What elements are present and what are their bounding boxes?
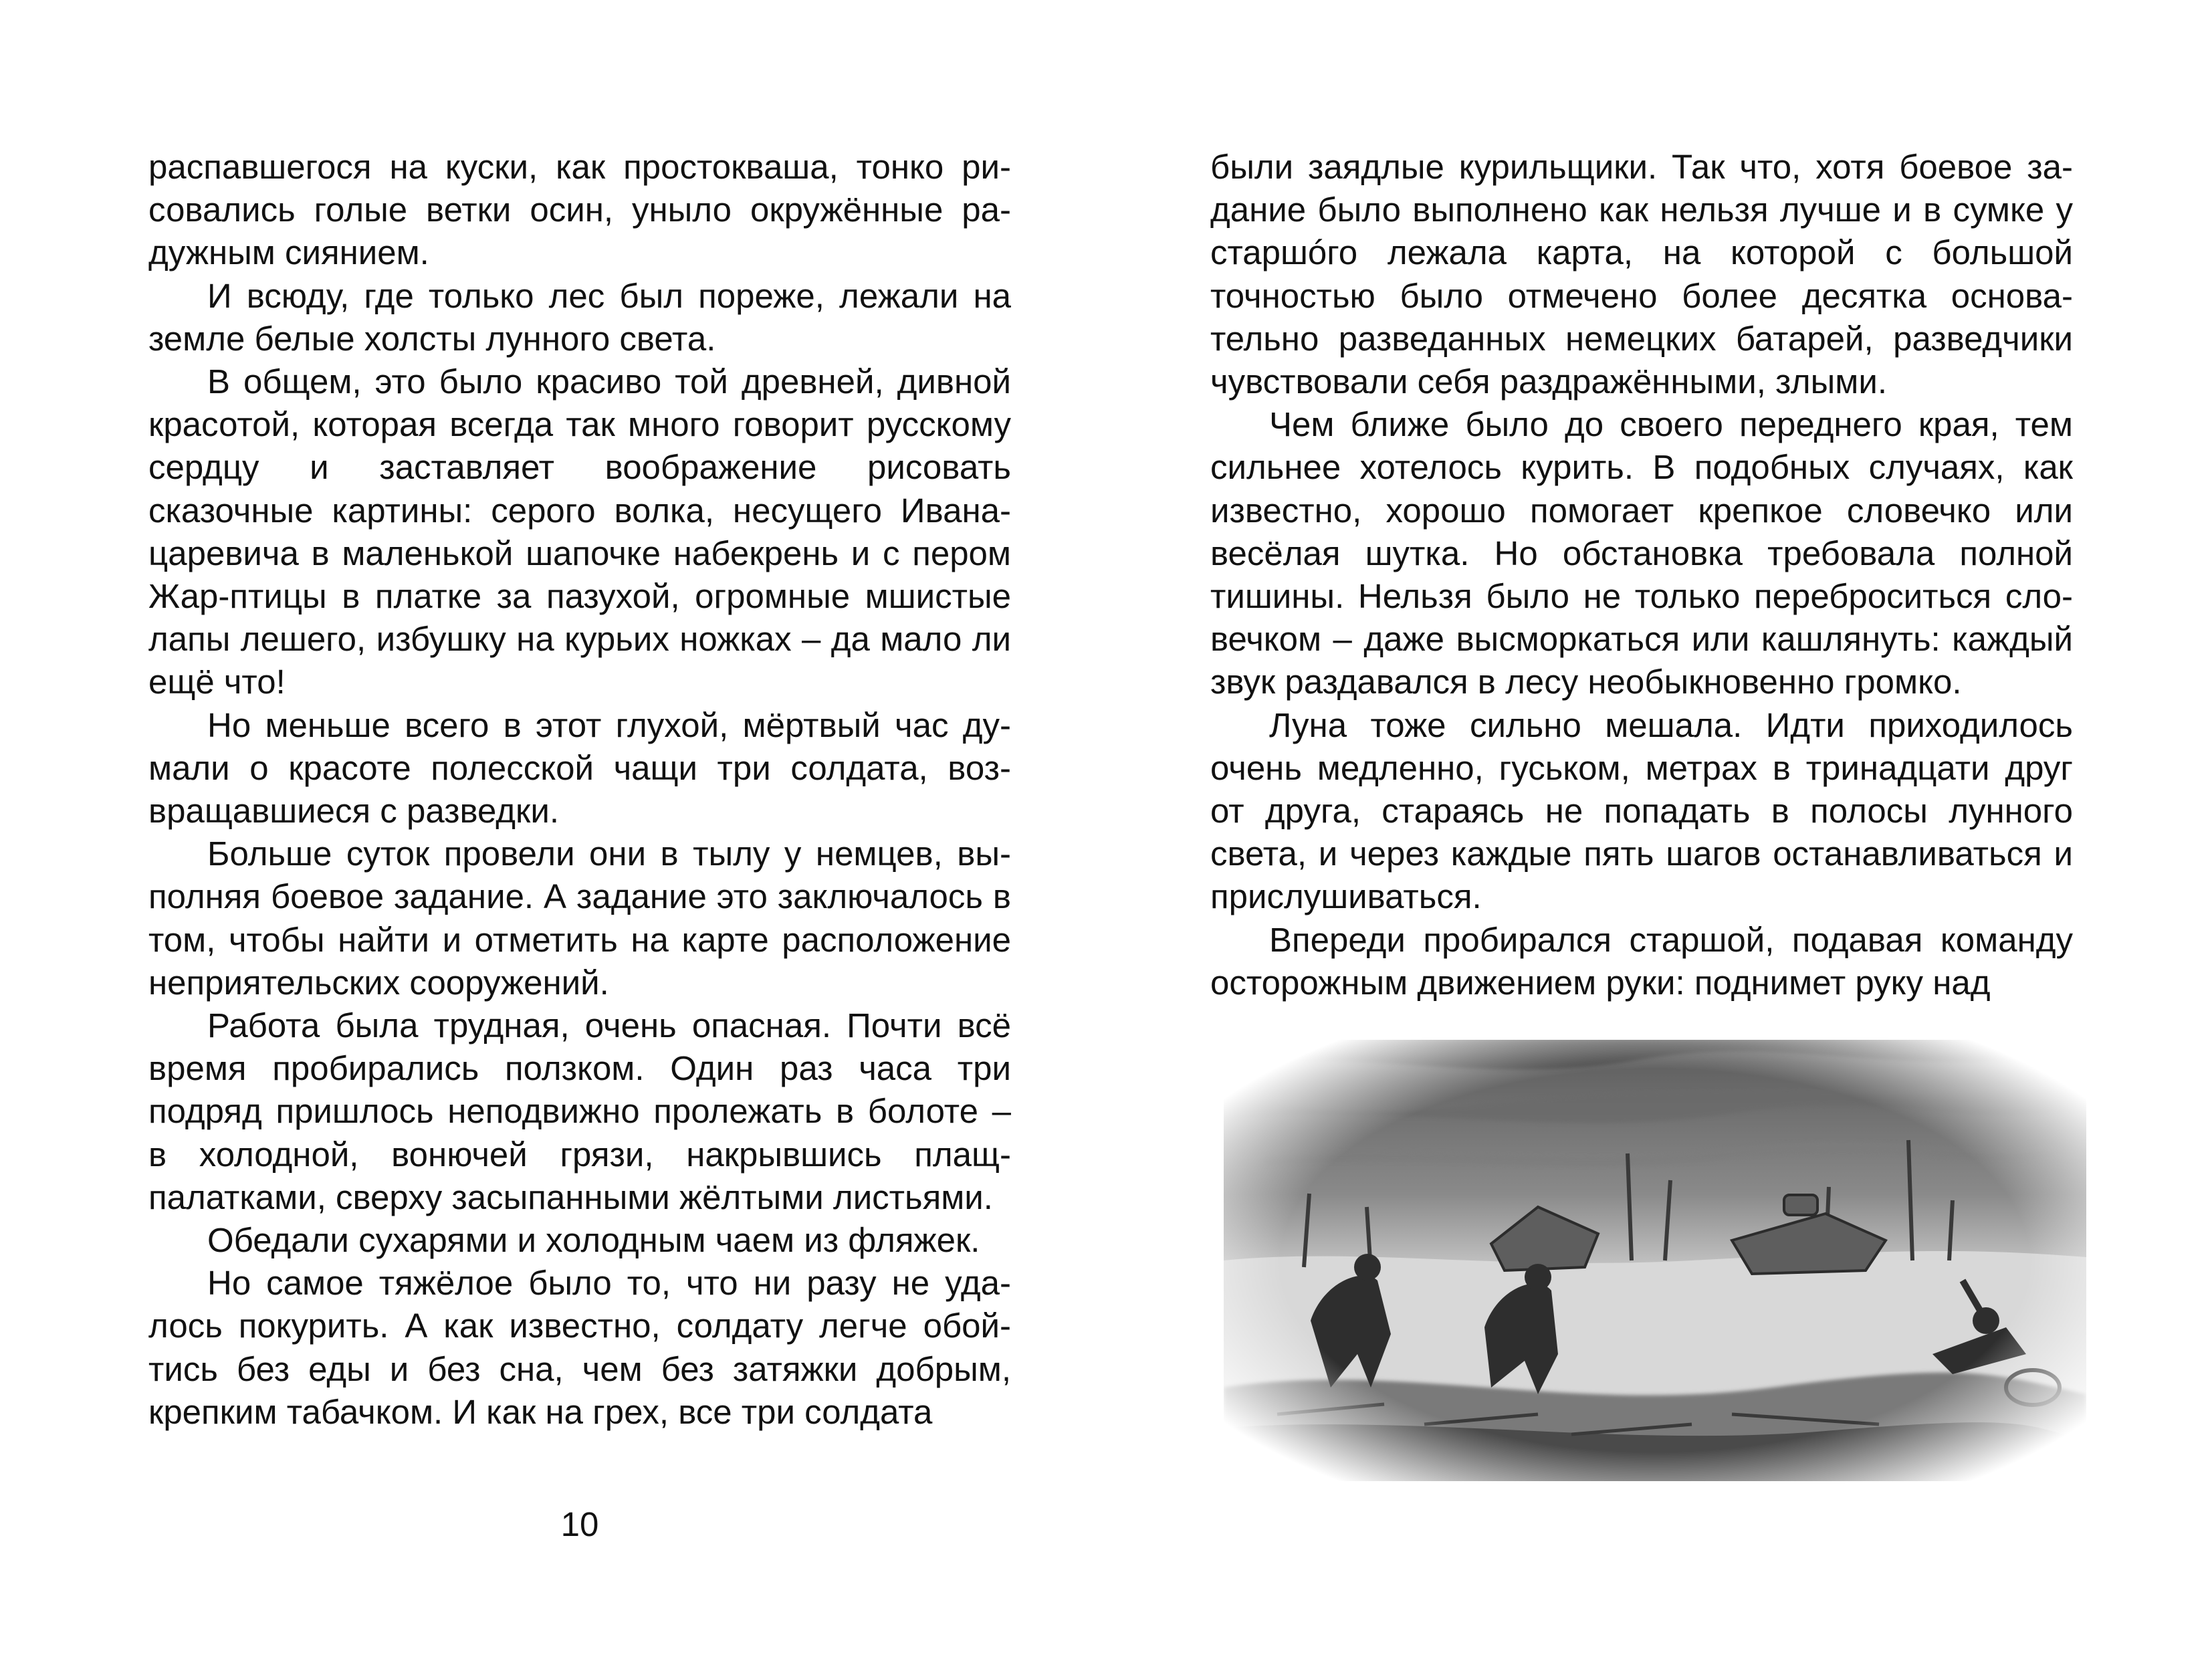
paragraph: распавшегося на куски, как простокваша, тонко рисовались голые ветки осин, уныло окружённые радужным сиянием. — [148, 148, 1011, 272]
paragraph: Больше суток провели они в тылу у немцев, выполняя боевое задание. А задание это заключалось в том, чтобы найти и отметить на карте расположение неприятельских сооружений. — [148, 835, 1011, 1002]
paragraph: Луна тоже сильно мешала. Идти приходилось очень медленно, гуськом, метрах в тринадцати друг от друга, стараясь не попадать в полосы лунного света, и через каждые пять шагов останавливаться и прислушиваться. — [1210, 705, 2073, 916]
paragraph: Но самое тяжёлое было то, что ни разу не удалось покурить. А как известно, солдату легче обойтись без еды и без сна, чем без затяжки добрым, крепким табачком. И как на грех, все три солдата — [148, 1264, 1011, 1431]
paragraph: Впереди пробирался старшой, подавая команду осторожным движением руки: поднимет руку над — [1210, 920, 2073, 1002]
war-scene-illustration — [1224, 1040, 2086, 1481]
page-number: 10 — [560, 1505, 599, 1543]
paragraph: И всюду, где только лес был пореже, лежали на земле белые холсты лунного света. — [148, 276, 1011, 358]
paragraph: Чем ближе было до своего переднего края, тем сильнее хотелось курить. В подобных случаях, как известно, хорошо помогает крепкое словечко или весёлая шутка. Но обстановка требовала полной тишины. Нельзя было не только переброситься словечком – даже высморкаться или кашлянуть: каждый звук раздавался в лесу необыкновенно громко. — [1210, 405, 2073, 701]
paragraph: Обедали сухарями и холодным чаем из фляжек. — [207, 1221, 980, 1260]
paragraph: В общем, это было красиво той древней, дивной красотой, которая всегда так много говорит русскому сердцу и заставляет воображение рисовать сказочные картины: серого волка, несущего Ивана-царевича в маленькой шапочке набекрень и с пером Жар-птицы в платке за пазухой, огромные мшистые лапы лешего, избушку на курьих ножках – да мало ли ещё что! — [148, 362, 1011, 701]
paragraph: Работа была трудная, очень опасная. Почти всё время пробирались ползком. Один раз часа три подряд пришлось неподвижно пролежать в болоте – в холодной, вонючей грязи, накрывшись плащ-палатками, сверху засыпанными жёлтыми листьями. — [148, 1006, 1011, 1216]
left-column — [148, 146, 1011, 1434]
paragraph: были заядлые курильщики. Так что, хотя боевое задание было выполнено как нельзя лучше и в сумке у старшóго лежала карта, на которой с большой точностью было отмечено более десятка основательно разведанных немецких батарей, разведчики чувствовали себя раздражёнными, злыми. — [1210, 148, 2073, 401]
paragraph: Но меньше всего в этот глухой, мёртвый час думали о красоте полесской чащи три солдата, возвращавшиеся с разведки. — [148, 705, 1011, 831]
right-column — [1210, 146, 2073, 1004]
